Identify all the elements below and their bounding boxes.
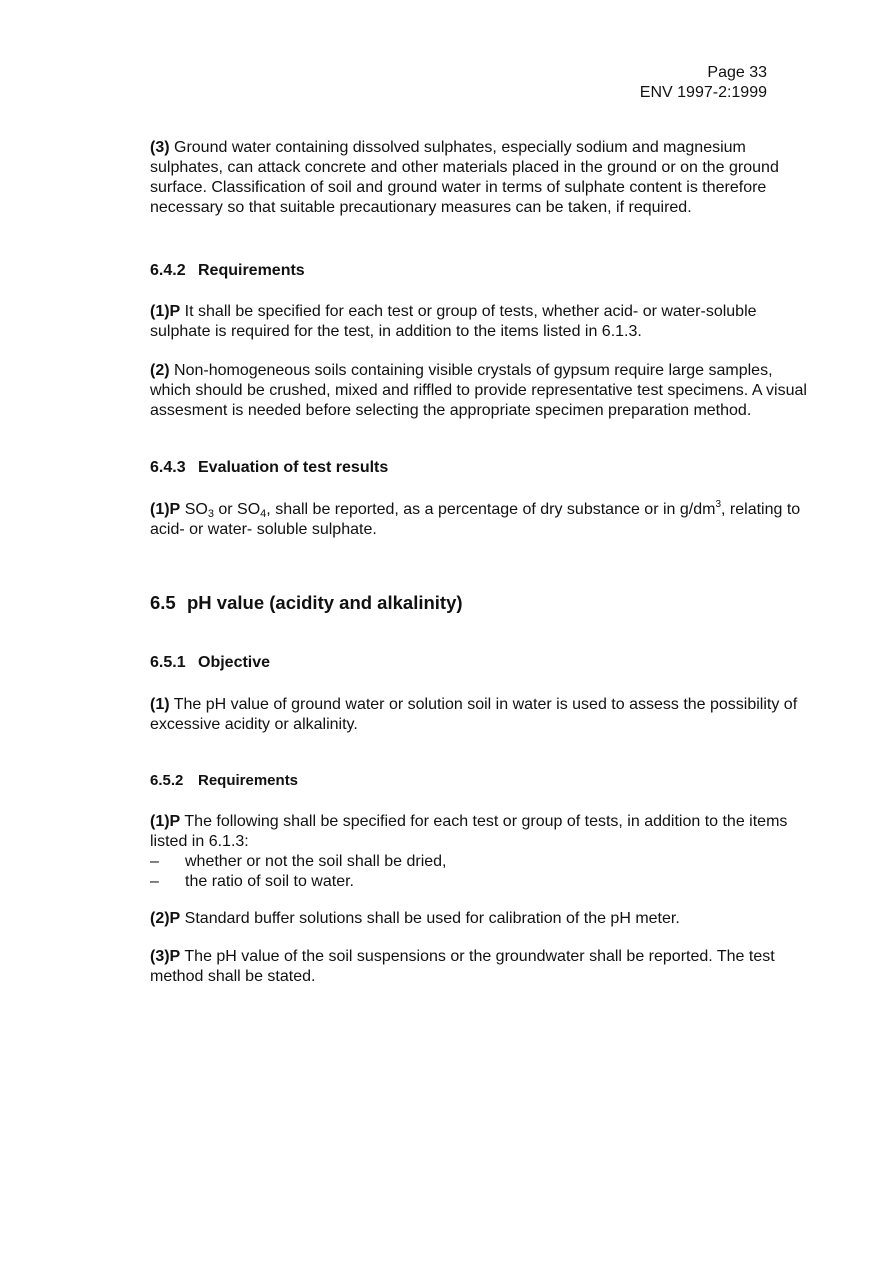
paragraph-6-5-2-3 xyxy=(150,947,815,987)
paragraph-6-5-2-2 xyxy=(150,909,815,929)
requirements-list xyxy=(150,852,815,892)
clause-text: Non-homogeneous soils containing visible crystals of gypsum require large samples, which should be crushed, mixed and riffled to provide representative test specimens. A visual assesment is needed before selecting the appropriate specimen preparation method. xyxy=(150,362,807,419)
clause-text: Standard buffer solutions shall be used for calibration of the pH meter. xyxy=(180,910,680,927)
clause-label: (3)P xyxy=(150,948,181,965)
clause-label: (1) xyxy=(150,696,170,713)
paragraph-6-5-1-1 xyxy=(150,695,815,735)
clause-label: (1)P xyxy=(150,303,181,320)
section-heading-6-5-1: 6.5.1 Objective xyxy=(150,654,271,671)
clause-text: The pH value of ground water or solution soil in water is used to assess the possibility of excessive acidity or alkalinity. xyxy=(150,696,798,733)
clause-label: (1)P xyxy=(150,501,181,518)
page-content xyxy=(150,138,815,987)
clause-text: The pH value of the soil suspensions or the groundwater shall be reported. The test method shall be stated. xyxy=(150,948,775,985)
clause-text: Ground water containing dissolved sulphates, especially sodium and magnesium sulphates, can attack concrete and other materials placed in the ground or on the ground surface. Classification of soil and ground water in terms of sulphate content is therefore necessary so that suitable precautionary measures can be taken, if required. xyxy=(150,139,779,216)
document-id: ENV 1997-2:1999 xyxy=(639,84,767,101)
section-heading-6-5: 6.5 pH value (acidity and alkalinity) xyxy=(150,592,463,613)
clause-text: It shall be specified for each test or group of tests, whether acid- or water-soluble sulphate is required for the test, in addition to the items listed in 6.1.3. xyxy=(150,303,757,340)
section-heading-6-5-2: 6.5.2 Requirements xyxy=(150,772,299,789)
list-item: – whether or not the soil shall be dried, xyxy=(150,852,815,872)
paragraph-6-4-3-1: (1)P $SO_3$ or $SO_4$, shall be reported, as a percentage of dry substance or in $g/dm^3$, relating to acid- or water- soluble sulphate. xyxy=(150,499,801,538)
page-header xyxy=(640,63,767,103)
section-heading-6-4-2: 6.4.2 Requirements xyxy=(150,262,305,279)
page-number: Page 33 xyxy=(707,64,767,81)
paragraph-sulphate-attack xyxy=(150,138,815,218)
paragraph-6-4-2-1 xyxy=(150,302,815,342)
clause-label: (2) xyxy=(150,362,170,379)
clause-label: (1)P xyxy=(150,813,181,830)
paragraph-6-5-2-1 xyxy=(150,812,815,852)
clause-text: The following shall be specified for each test or group of tests, in addition to the items listed in 6.1.3: xyxy=(150,813,788,850)
list-item: – the ratio of soil to water. xyxy=(150,872,815,892)
clause-label: (3) xyxy=(150,139,170,156)
clause-label: (2)P xyxy=(150,910,181,927)
section-heading-6-4-3: 6.4.3 Evaluation of test results xyxy=(150,459,389,476)
paragraph-6-4-2-2 xyxy=(150,361,815,421)
